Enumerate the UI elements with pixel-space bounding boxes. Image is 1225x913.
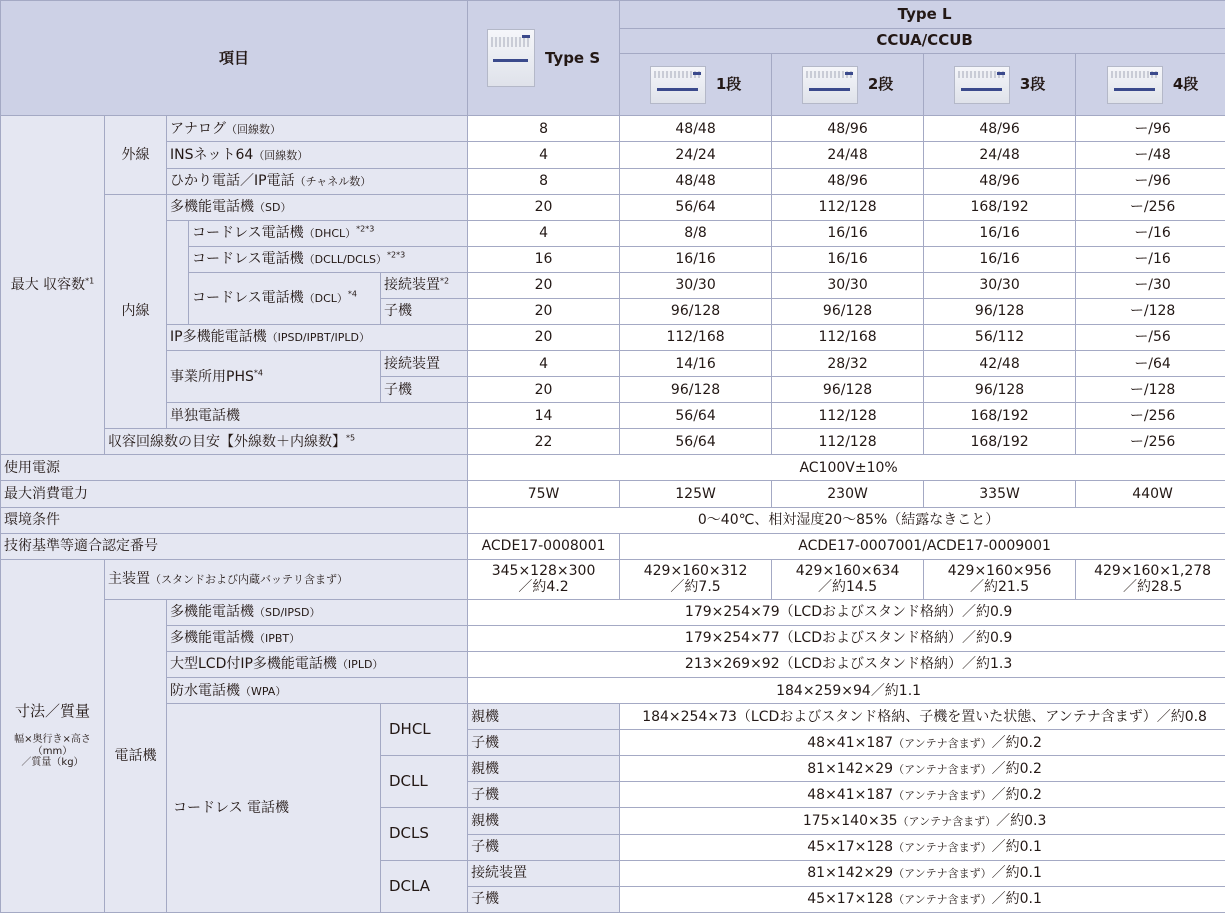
value-cell: 48/96 <box>772 168 924 194</box>
value-cell: 112/168 <box>620 324 772 350</box>
group-phones: 電話機 <box>105 599 167 912</box>
ccu-type-l-unit-icon <box>954 66 1010 104</box>
header-type-l: Type L <box>620 1 1225 29</box>
value-cell: ー/16 <box>1076 246 1225 272</box>
row-label-dcla-conn: 接続装置 <box>468 860 620 886</box>
table-row-phone-ipld <box>1 651 1225 677</box>
value-cell: 168/192 <box>924 403 1076 429</box>
value-cell: 45×17×128（アンテナ含まず）／約0.1 <box>620 886 1225 912</box>
table-row-guide <box>1 429 1225 455</box>
group-dhcl: DHCL <box>381 704 468 756</box>
value-cell: 96/128 <box>924 377 1076 403</box>
value-cell: ー/96 <box>1076 116 1225 142</box>
value-cell: 81×142×29（アンテナ含まず）／約0.2 <box>620 756 1225 782</box>
value-cell: 16/16 <box>620 246 772 272</box>
row-label-dcl-conn: 接続装置$^{*2}$ <box>381 272 468 298</box>
row-label-dcls-base: 親機 <box>468 808 620 834</box>
value-cell: ー/128 <box>1076 377 1225 403</box>
value-cell: 8/8 <box>620 220 772 246</box>
value-cell: 0～40℃、相対湿度20～85%（結露なきこと） <box>468 507 1225 533</box>
header-tier-1-label: 1段 <box>715 75 742 94</box>
value-cell: 335W <box>924 481 1076 507</box>
value-cell: ー/96 <box>1076 168 1225 194</box>
value-cell: 112/128 <box>772 194 924 220</box>
value-cell: ACDE17-0008001 <box>468 533 620 559</box>
value-cell: 48/96 <box>924 168 1076 194</box>
value-cell: 14/16 <box>620 351 772 377</box>
table-row-analog <box>1 116 1225 142</box>
value-cell: 48×41×187（アンテナ含まず）／約0.2 <box>620 730 1225 756</box>
value-cell: 24/24 <box>620 142 772 168</box>
header-item: 項目 <box>1 1 468 116</box>
group-max-capacity: 最大 収容数$^{*1}$ <box>1 116 105 455</box>
value-cell: 81×142×29（アンテナ含まず）／約0.1 <box>620 860 1225 886</box>
value-cell: 230W <box>772 481 924 507</box>
value-cell: 24/48 <box>772 142 924 168</box>
value-cell: ー/30 <box>1076 272 1225 298</box>
group-dcll: DCLL <box>381 756 468 808</box>
header-ccua: CCUA/CCUB <box>620 29 1225 54</box>
value-cell: 20 <box>468 377 620 403</box>
row-label-ip-phone: IP多機能電話機（IPSD/IPBT/IPLD） <box>167 324 468 350</box>
value-cell: 8 <box>468 168 620 194</box>
row-label-analog: アナログ（回線数） <box>167 116 468 142</box>
row-label-hikari: ひかり電話／IP電話（チャネル数） <box>167 168 468 194</box>
table-row-main-unit <box>1 559 1225 599</box>
table-row-dhcl <box>1 220 1225 246</box>
header-tier-1 <box>620 54 772 116</box>
value-cell: 4 <box>468 220 620 246</box>
value-cell: 30/30 <box>620 272 772 298</box>
table-row-phone-ipbt <box>1 625 1225 651</box>
row-label-phs-conn: 接続装置 <box>381 351 468 377</box>
ccu-type-l-unit-icon <box>802 66 858 104</box>
value-cell: 22 <box>468 429 620 455</box>
value-cell: 56/64 <box>620 429 772 455</box>
value-cell: 429×160×956 ／約21.5 <box>924 559 1076 599</box>
group-cordless-phones: コードレス 電話機 <box>167 704 381 913</box>
value-cell: 56/64 <box>620 403 772 429</box>
table-row-phone-wpa <box>1 678 1225 704</box>
value-cell: 20 <box>468 272 620 298</box>
value-cell: 16/16 <box>924 246 1076 272</box>
row-label-dcll-handset: 子機 <box>468 782 620 808</box>
group-external: 外線 <box>105 116 167 194</box>
value-cell: 48/48 <box>620 168 772 194</box>
row-label-dcll: コードレス電話機（DCLL/DCLS）$^{*2*3}$ <box>189 246 468 272</box>
value-cell: 16/16 <box>924 220 1076 246</box>
header-tier-2 <box>772 54 924 116</box>
value-cell: 96/128 <box>772 298 924 324</box>
value-cell: 96/128 <box>620 377 772 403</box>
table-row-ip-phone <box>1 324 1225 350</box>
ccu-type-l-unit-icon <box>1107 66 1163 104</box>
table-row-cert <box>1 533 1225 559</box>
value-cell: 20 <box>468 298 620 324</box>
value-cell: 125W <box>620 481 772 507</box>
value-cell: ー/256 <box>1076 429 1225 455</box>
value-cell: 213×269×92（LCDおよびスタンド格納）／約1.3 <box>468 651 1225 677</box>
value-cell: AC100V±10% <box>468 455 1225 481</box>
table-row-phs-conn <box>1 351 1225 377</box>
group-dimensions: 寸法／質量 幅×奥行き×高さ （mm） ／質量（kg） <box>1 559 105 912</box>
row-label-phone-ipld: 大型LCD付IP多機能電話機（IPLD） <box>167 651 468 677</box>
row-label-phone-sd: 多機能電話機（SD/IPSD） <box>167 599 468 625</box>
value-cell: 184×254×73（LCDおよびスタンド格納、子機を置いた状態、アンテナ含まず）／約0.8 <box>620 704 1225 730</box>
indent-cell <box>167 220 189 324</box>
group-dcls: DCLS <box>381 808 468 860</box>
row-label-dcls-handset: 子機 <box>468 834 620 860</box>
header-tier-2-label: 2段 <box>867 75 894 94</box>
header-type-s <box>468 1 620 116</box>
value-cell: 168/192 <box>924 194 1076 220</box>
table-row-power <box>1 455 1225 481</box>
value-cell: ー/256 <box>1076 194 1225 220</box>
header-type-s-label: Type S <box>544 48 601 67</box>
row-label-dcll-base: 親機 <box>468 756 620 782</box>
row-label-ins64: INSネット64（回線数） <box>167 142 468 168</box>
value-cell: 14 <box>468 403 620 429</box>
value-cell: 48/96 <box>772 116 924 142</box>
value-cell: 440W <box>1076 481 1225 507</box>
value-cell: 24/48 <box>924 142 1076 168</box>
value-cell: 20 <box>468 194 620 220</box>
value-cell: 48/96 <box>924 116 1076 142</box>
value-cell: ー/256 <box>1076 403 1225 429</box>
value-cell: 184×259×94／約1.1 <box>468 678 1225 704</box>
row-label-cert: 技術基準等適合認定番号 <box>1 533 468 559</box>
value-cell: ー/64 <box>1076 351 1225 377</box>
row-label-dhcl: コードレス電話機（DHCL）$^{*2*3}$ <box>189 220 468 246</box>
value-cell: 345×128×300 ／約4.2 <box>468 559 620 599</box>
row-label-dhcl-base: 親機 <box>468 704 620 730</box>
value-cell: 4 <box>468 351 620 377</box>
value-cell: 48/48 <box>620 116 772 142</box>
value-cell: 16/16 <box>772 220 924 246</box>
row-label-single: 単独電話機 <box>167 403 468 429</box>
value-cell: 96/128 <box>620 298 772 324</box>
table-row-environment <box>1 507 1225 533</box>
table-row-consumption <box>1 481 1225 507</box>
row-label-main-unit: 主装置（スタンドおよび内蔵バッテリ含まず） <box>105 559 468 599</box>
header-tier-4-label: 4段 <box>1172 75 1199 94</box>
table-row-single <box>1 403 1225 429</box>
value-cell: 179×254×77（LCDおよびスタンド格納）／約0.9 <box>468 625 1225 651</box>
table-row-hikari <box>1 168 1225 194</box>
value-cell: 429×160×1,278 ／約28.5 <box>1076 559 1225 599</box>
table-row-phone-sd <box>1 599 1225 625</box>
value-cell: 16/16 <box>772 246 924 272</box>
value-cell: 429×160×312 ／約7.5 <box>620 559 772 599</box>
row-label-environment: 環境条件 <box>1 507 468 533</box>
value-cell: 30/30 <box>924 272 1076 298</box>
value-cell: 179×254×79（LCDおよびスタンド格納）／約0.9 <box>468 599 1225 625</box>
header-tier-3-label: 3段 <box>1019 75 1046 94</box>
value-cell: 20 <box>468 324 620 350</box>
row-label-phs: 事業所用PHS$^{*4}$ <box>167 351 381 403</box>
value-cell: 112/128 <box>772 429 924 455</box>
row-label-dhcl-handset: 子機 <box>468 730 620 756</box>
header-tier-3 <box>924 54 1076 116</box>
value-cell: 45×17×128（アンテナ含まず）／約0.1 <box>620 834 1225 860</box>
value-cell: 168/192 <box>924 429 1076 455</box>
header-tier-4 <box>1076 54 1225 116</box>
row-label-sd: 多機能電話機（SD） <box>167 194 468 220</box>
value-cell: 175×140×35（アンテナ含まず）／約0.3 <box>620 808 1225 834</box>
value-cell: ー/56 <box>1076 324 1225 350</box>
row-label-consumption: 最大消費電力 <box>1 481 468 507</box>
group-internal: 内線 <box>105 194 167 429</box>
value-cell: 28/32 <box>772 351 924 377</box>
value-cell: 75W <box>468 481 620 507</box>
row-label-phs-handset: 子機 <box>381 377 468 403</box>
value-cell: 48×41×187（アンテナ含まず）／約0.2 <box>620 782 1225 808</box>
value-cell: ー/48 <box>1076 142 1225 168</box>
value-cell: 30/30 <box>772 272 924 298</box>
value-cell: 429×160×634 ／約14.5 <box>772 559 924 599</box>
value-cell: 42/48 <box>924 351 1076 377</box>
value-cell: 56/64 <box>620 194 772 220</box>
value-cell: 112/128 <box>772 403 924 429</box>
table-row-ins64 <box>1 142 1225 168</box>
value-cell: 16 <box>468 246 620 272</box>
row-label-phone-ipbt: 多機能電話機（IPBT） <box>167 625 468 651</box>
value-cell: 96/128 <box>924 298 1076 324</box>
ccu-type-s-unit-icon <box>487 29 535 87</box>
value-cell: ー/16 <box>1076 220 1225 246</box>
value-cell: ー/128 <box>1076 298 1225 324</box>
row-label-power: 使用電源 <box>1 455 468 481</box>
row-label-guide: 収容回線数の目安【外線数＋内線数】$^{*5}$ <box>105 429 468 455</box>
table-row-dhcl-base <box>1 704 1225 730</box>
value-cell: 4 <box>468 142 620 168</box>
value-cell: 56/112 <box>924 324 1076 350</box>
group-dcla: DCLA <box>381 860 468 912</box>
row-label-phone-wpa: 防水電話機（WPA） <box>167 678 468 704</box>
row-label-dcl: コードレス電話機（DCL）$^{*4}$ <box>189 272 381 324</box>
value-cell: ACDE17-0007001/ACDE17-0009001 <box>620 533 1225 559</box>
value-cell: 96/128 <box>772 377 924 403</box>
value-cell: 8 <box>468 116 620 142</box>
row-label-dcl-handset: 子機 <box>381 298 468 324</box>
ccu-type-l-unit-icon <box>650 66 706 104</box>
table-row-sd <box>1 194 1225 220</box>
value-cell: 112/168 <box>772 324 924 350</box>
row-label-dcla-handset: 子機 <box>468 886 620 912</box>
